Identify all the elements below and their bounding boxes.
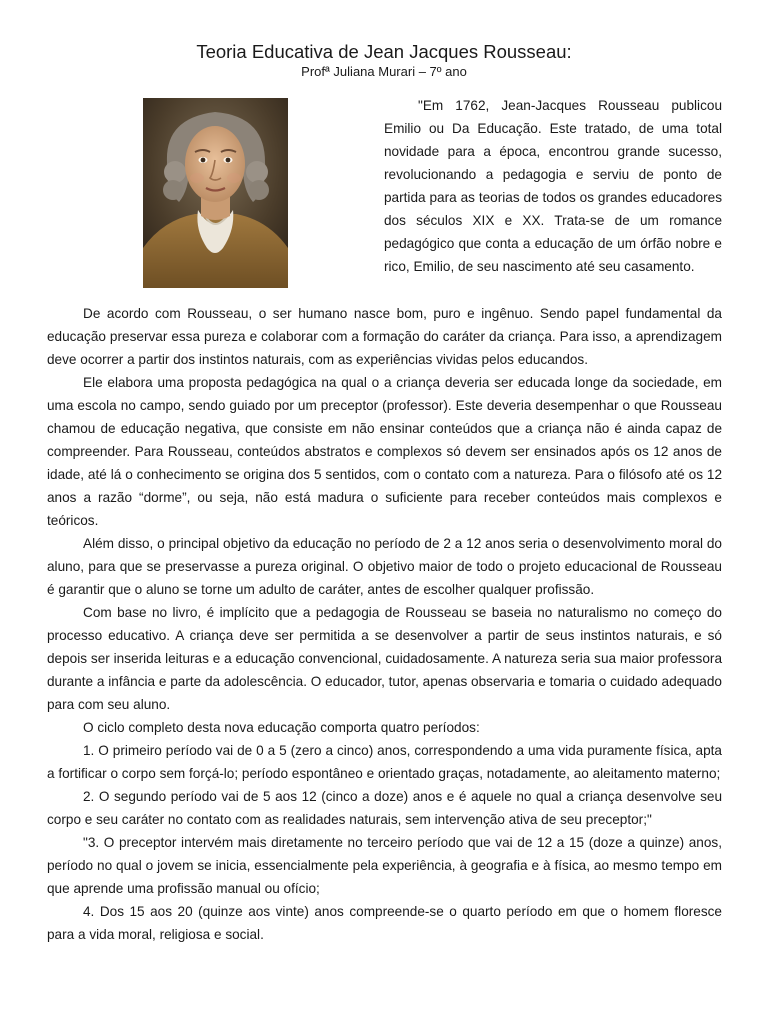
article-body: [47, 302, 722, 946]
list-item-period-4: 4. Dos 15 aos 20 (quinze aos vinte) anos compreende-se o quarto período em que o homem floresce para a vida moral, religiosa e social.: [47, 904, 722, 942]
paragraph-naturalism: Com base no livro, é implícito que a pedagogia de Rousseau se baseia no naturalismo no começo do processo educativo. A criança deve ser permitida a se desenvolver a partir de seus instintos naturais, e só depois ser inserida leituras e a educação convencional, cuidadosamente. A natureza seria sua maior professora durante a infância e parte da adolescência. O educador, tutor, apenas observaria e tomaria o cuidado adequado para com seu aluno.: [47, 605, 722, 712]
intro-quote-paragraph: [384, 94, 722, 278]
list-item-period-1: 1. O primeiro período vai de 0 a 5 (zero a cinco) anos, correspondendo a uma vida puramente física, apta a fortificar o corpo sem forçá-lo; período espontâneo e orientado graças, notadamente, ao aleitamento materno;: [47, 743, 722, 781]
paragraph-human-nature: De acordo com Rousseau, o ser humano nasce bom, puro e ingênuo. Sendo papel fundamental da educação preservar essa pureza e colaborar com a formação do caráter da criança. Para isso, a aprendizagem deve ocorrer a partir dos instintos naturais, com as experiências vividas pelos educandos.: [47, 306, 722, 367]
paragraph-cycle-intro: O ciclo completo desta nova educação comporta quatro períodos:: [83, 720, 480, 735]
document-subtitle: Profª Juliana Murari – 7º ano: [301, 64, 467, 79]
paragraph-pedagogical-proposal: Ele elabora uma proposta pedagógica na qual o a criança deveria ser educada longe da sociedade, em uma escola no campo, sendo guiado por um preceptor (professor). Este deveria desempenhar o que Rousseau chamou de educação negativa, que consiste em não ensinar conteúdos que a criança não é ainda capaz de compreender. Para Rousseau, conteúdos abstratos e complexos só devem ser ensinados após os 12 anos de idade, até lá o conhecimento se origina dos 5 sentidos, com o contato com a natureza. Para o filósofo até os 12 anos a razão “dorme”, ou seja, não está madura o suficiente para receber conteúdos mais complexos e teóricos.: [47, 375, 722, 528]
rousseau-portrait-image: [143, 98, 288, 288]
paragraph-moral-development: Além disso, o principal objetivo da educação no período de 2 a 12 anos seria o desenvolvimento moral do aluno, para que se preservasse a pureza original. O objetivo maior de todo o projeto educacional de Rousseau é garantir que o aluno se torne um adulto de caráter, antes de escolher qualquer profissão.: [47, 536, 722, 597]
intro-quote-text: "Em 1762, Jean-Jacques Rousseau publicou Emilio ou Da Educação. Este tratado, de uma total novidade para a época, encontrou grande sucesso, revolucionando a pedagogia e serviu de ponto de partida para as teorias de todos os grandes educadores dos séculos XIX e XX. Trata-se de um romance pedagógico que conta a educação de um órfão nobre e rico, Emilio, de seu nascimento até seu casamento.: [384, 98, 722, 274]
list-item-period-2: 2. O segundo período vai de 5 aos 12 (cinco a doze) anos e é aquele no qual a criança desenvolve seu corpo e seu caráter no contato com as realidades naturais, sem intervenção ativa de seu preceptor;": [47, 789, 722, 827]
list-item-period-3: "3. O preceptor intervém mais diretamente no terceiro período que vai de 12 a 15 (doze a quinze) anos, período no qual o jovem se inicia, essencialmente pela experiência, à geografia e à física, ao mesmo tempo em que aprende uma profissão manual ou ofício;: [47, 835, 722, 896]
document-title: Teoria Educativa de Jean Jacques Rousseau:: [196, 41, 572, 62]
